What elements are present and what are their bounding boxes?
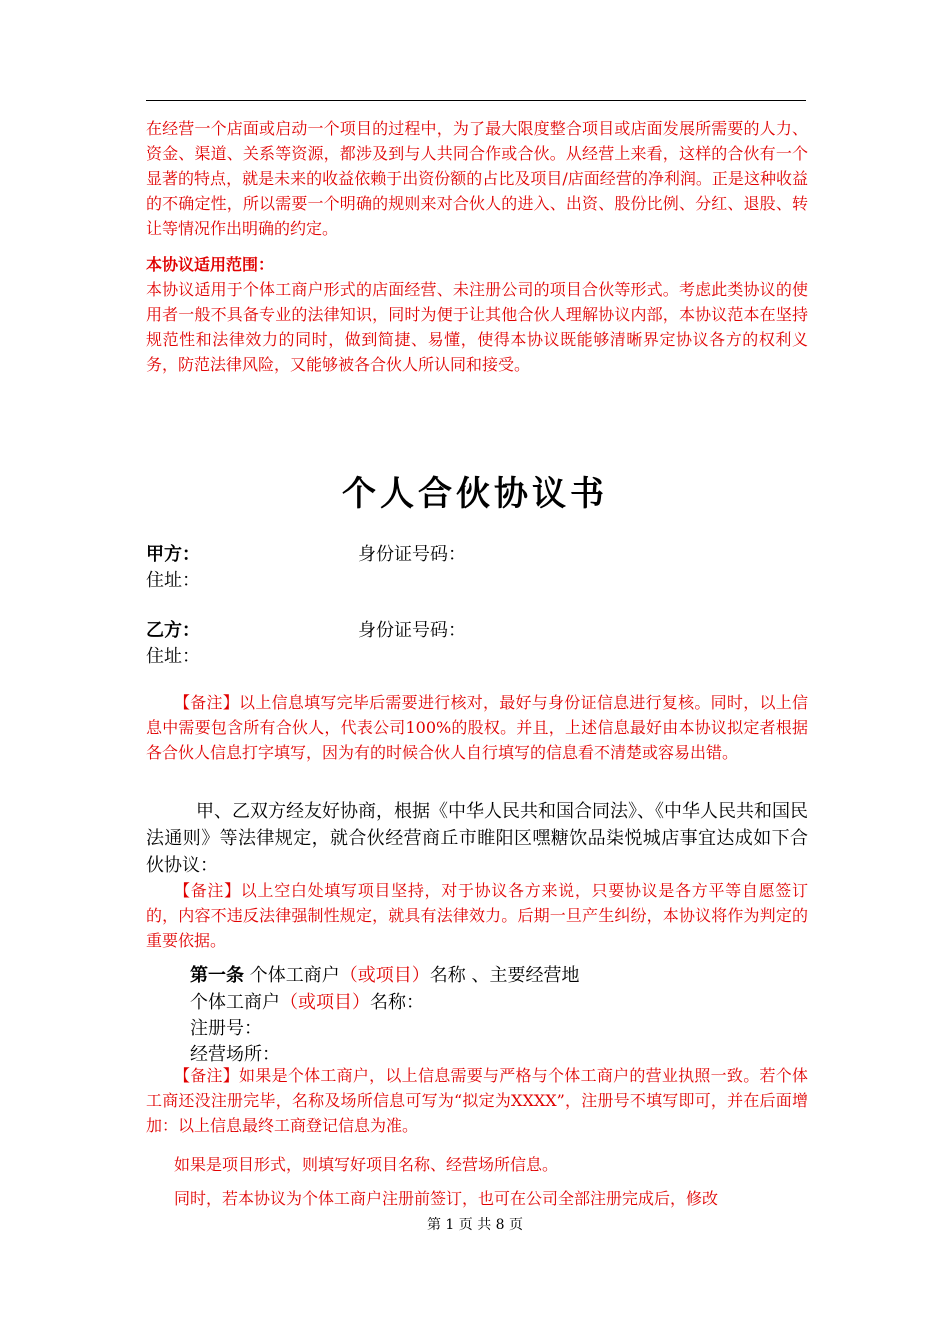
- note-registration: 同时，若本协议为个体工商户注册前签订，也可在公司全部注册完成后，修改: [174, 1189, 719, 1208]
- note-project: 如果是项目形式，则填写好项目名称、经营场所信息。: [174, 1155, 559, 1174]
- scope-heading: 本协议适用范围：: [146, 255, 275, 274]
- party-a-id-label: 身份证号码：: [358, 544, 466, 565]
- party-a-label: 甲方：: [146, 544, 200, 565]
- article-1-name-field: 个体工商户（或项目）名称：: [190, 992, 424, 1013]
- note-verification: 【备注】以上信息填写完毕后需要进行核对，最好与身份证信息进行复核。同时，以上信息中需要包含所有合伙人，代表公司100%的股权。并且，上述信息最好由本协议拟定者根据各合伙人信息打字填写，因为有的时候合伙人自行填写的信息看不清楚或容易出错。: [146, 693, 808, 762]
- party-b-address-label: 住址：: [146, 646, 200, 667]
- intro-section: [146, 116, 808, 377]
- party-b-label: 乙方：: [146, 620, 200, 641]
- header-rule: [146, 100, 806, 101]
- document-title: 个人合伙协议书: [342, 474, 608, 514]
- party-a-address-label: 住址：: [146, 570, 200, 591]
- article-1-reg-field: 注册号：: [190, 1018, 262, 1039]
- page-footer: 第 1 页 共 8 页: [426, 1217, 524, 1233]
- intro-paragraph: 在经营一个店面或启动一个项目的过程中，为了最大限度整合项目或店面发展所需要的人力、资金、渠道、关系等资源，都涉及到与人共同合作或合伙。从经营上来看，这样的合伙有一个显著的特点，就是未来的收益依赖于出资份额的占比及项目/店面经营的净利润。正是这种收益的不确定性，所以需要一个明确的规则来对合伙人的进入、出资、股份比例、分红、退股、转让等情况作出明确的约定。: [146, 119, 808, 238]
- article-1-number: 第一条: [190, 965, 244, 986]
- note-license: 【备注】如果是个体工商户，以上信息需要与严格与个体工商户的营业执照一致。若个体工商还没注册完毕，名称及场所信息可写为“拟定为XXXX”，注册号不填写即可，并在后面增加：以上信息最终工商登记信息为准。: [146, 1066, 808, 1135]
- article-1-place-field: 经营场所：: [190, 1044, 280, 1065]
- party-b-id-label: 身份证号码：: [358, 620, 466, 641]
- note-blank-fill: 【备注】以上空白处填写项目坚持，对于协议各方来说，只要协议是各方平等自愿签订的，内容不违反法律强制性规定，就具有法律效力。后期一旦产生纠纷，本协议将作为判定的重要依据。: [146, 881, 808, 950]
- scope-text: 本协议适用于个体工商户形式的店面经营、未注册公司的项目合伙等形式。考虑此类协议的使用者一般不具备专业的法律知识，同时为便于让其他合伙人理解协议内部，本协议范本在坚持规范性和法律效力的同时，做到简捷、易懂，使得本协议既能够清晰界定协议各方的权利义务，防范法律风险，又能够被各合伙人所认同和接受。: [146, 280, 808, 374]
- preamble: 甲、乙双方经友好协商，根据《中华人民共和国合同法》、《中华人民共和国民法通则》等法律规定，就合伙经营商丘市睢阳区嘿糖饮品柒悦城店事宜达成如下合伙协议：: [146, 801, 808, 876]
- article-1-heading: 第一条 个体工商户（或项目）名称 、主要经营地: [190, 965, 580, 986]
